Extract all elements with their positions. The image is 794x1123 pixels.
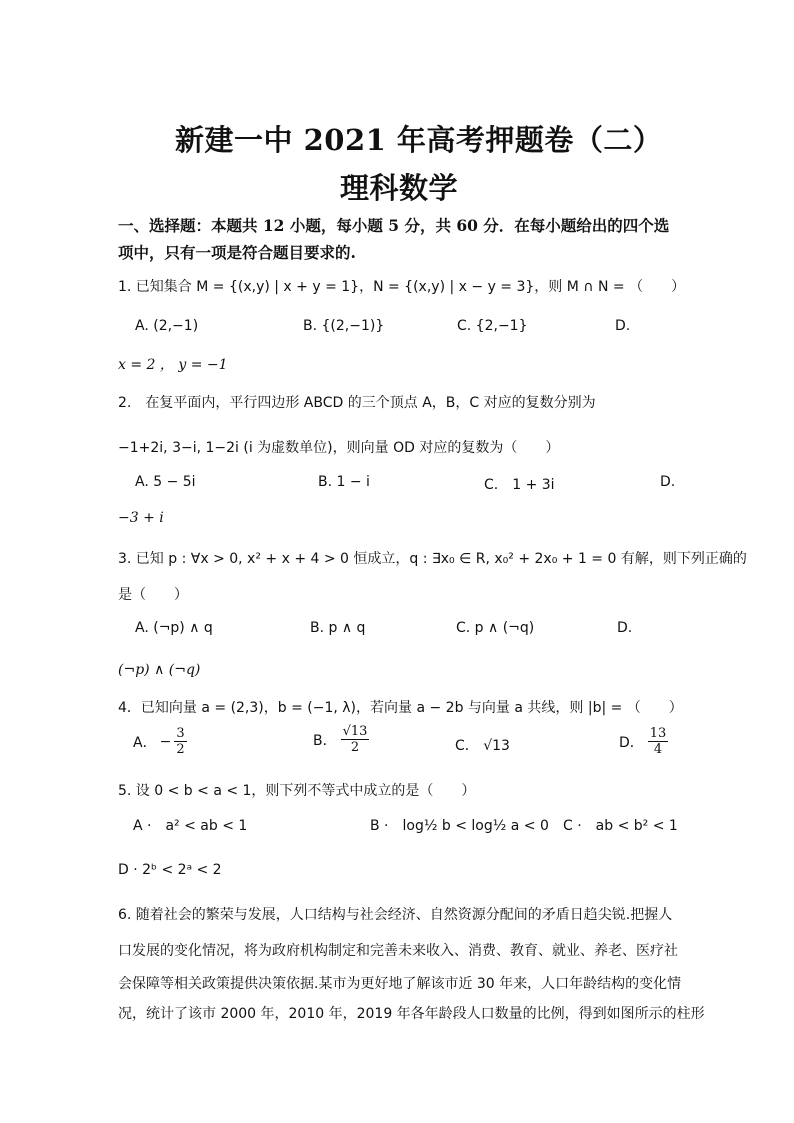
question-1-stem: 1. 已知集合 M = {(x,y) | x + y = 1}，N = {(x,y) | x − y = 3}，则 M ∩ N = （ ） (118, 279, 686, 295)
question-2-option-d-label: D. (660, 474, 676, 490)
fraction (174, 726, 186, 757)
question-2-line1: 2. 在复平面内，平行四边形 ABCD 的三个顶点 A，B，C 对应的复数分别为 (118, 395, 596, 411)
question-1-option-c: C. {2,−1} (457, 318, 528, 334)
question-5-option-a: A · a² < ab < 1 (133, 818, 248, 834)
section-heading-line1: 一、选择题：本题共 12 小题，每小题 5 分，共 60 分．在每小题给出的四个选 (118, 216, 670, 235)
question-2-option-a: A. 5 − 5i (135, 474, 196, 490)
question-2-option-c: C. 1 + 3i (484, 477, 555, 493)
option-label: D． (619, 734, 644, 751)
question-6-line1: 6. 随着社会的繁荣与发展，人口结构与社会经济、自然资源分配间的矛盾日趋尖锐.把握人 (118, 907, 673, 923)
question-3-option-b: B. p ∧ q (310, 620, 366, 636)
question-3-option-c: C. p ∧ (¬q) (456, 620, 535, 636)
question-1-option-d-label: D. (615, 318, 631, 334)
section-heading-line2: 项中，只有一项是符合题目要求的. (118, 243, 356, 262)
denominator: 2 (350, 740, 360, 755)
denominator: 2 (176, 742, 185, 757)
option-label: B． (313, 732, 337, 749)
question-5-option-d: D · 2ᵇ < 2ᵃ < 2 (118, 862, 222, 878)
option-label: A． (133, 734, 157, 751)
question-3-line1: 3. 已知 p : ∀x > 0, x² + x + 4 > 0 恒成立，q : ∃x₀ ∈ R, x₀² + 2x₀ + 1 = 0 有解，则下列正确的 (118, 551, 747, 567)
numerator: 13 (649, 726, 667, 741)
question-3-option-a: A. (¬p) ∧ q (135, 620, 213, 636)
question-5-stem: 5. 设 0 < b < a < 1，则下列不等式中成立的是（ ） (118, 783, 476, 799)
question-1-option-a: A. (2,−1) (135, 318, 199, 334)
question-4-option-a (133, 726, 187, 757)
question-4-option-d (619, 726, 668, 757)
numerator: √13 (342, 724, 368, 739)
exam-title: 新建一中 2021 年高考押题卷（二） (175, 123, 663, 157)
question-2-option-b: B. 1 − i (318, 474, 370, 490)
question-6-line3: 会保障等相关政策提供决策依据.某市为更好地了解该市近 30 年来，人口年龄结构的变化情 (118, 976, 682, 992)
fraction (648, 726, 669, 757)
question-2-option-d: −3 + i (118, 510, 164, 526)
numerator: 3 (176, 726, 185, 741)
question-6-line2: 口发展的变化情况，将为政府机构制定和完善未来收入、消费、教育、就业、养老、医疗社 (118, 943, 678, 959)
question-2-line2: −1+2i, 3−i, 1−2i (i 为虚数单位)，则向量 OD 对应的复数为（ ） (118, 440, 560, 456)
question-4-option-c: C． √13 (455, 738, 510, 754)
question-1-option-b: B. {(2,−1)} (303, 318, 385, 334)
question-4-option-b (313, 724, 369, 755)
question-3-option-d: (¬p) ∧ (¬q) (118, 662, 201, 678)
minus-sign: − (159, 733, 172, 750)
denominator: 4 (653, 742, 663, 757)
question-5-option-b: B · log½ b < log½ a < 0 (370, 818, 549, 834)
fraction (341, 724, 370, 755)
question-3-line2: 是（ ） (118, 587, 188, 603)
question-5-option-c: C · ab < b² < 1 (563, 818, 678, 834)
question-3-option-d-label: D. (617, 620, 633, 636)
question-4-stem: 4．已知向量 a = (2,3)，b = (−1, λ)，若向量 a − 2b 与向量 a 共线，则 |b| = （ ） (118, 700, 683, 716)
question-6-line4: 况，统计了该市 2000 年，2010 年，2019 年各年龄段人口数量的比例，得到如图所示的柱形 (118, 1006, 705, 1022)
question-1-option-d: x = 2 ， y = −1 (118, 357, 228, 373)
subject-title: 理科数学 (340, 171, 459, 205)
